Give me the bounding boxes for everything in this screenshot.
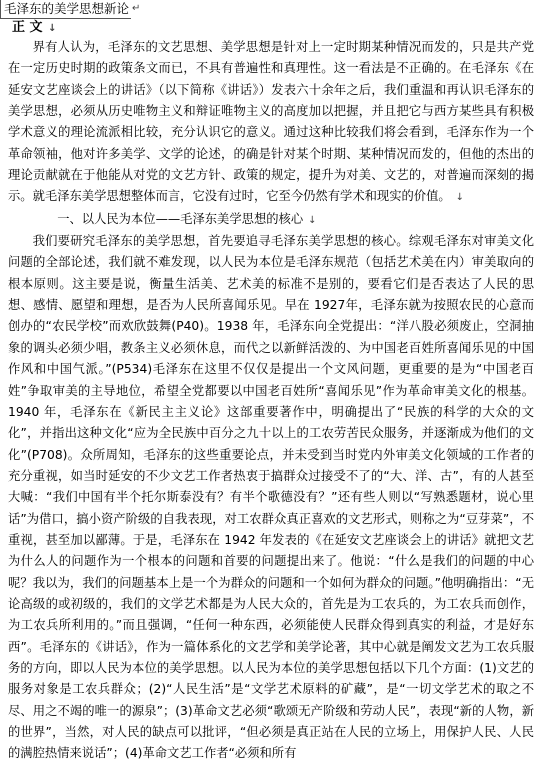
paragraph-text: 我们要研究毛泽东的美学思想，首先要追寻毛泽东美学思想的核心。综观毛泽东对审美文化问题的全部论述，我们就不难发现，以人民为本位是毛泽东规范（包括艺术美在内）审美取向的根本原则。这主要是说，衡量生活美、艺术美的标准不是别的，要看它们是否表达了人民的思想、感情、愿望和理想，是否为人民所喜闻乐见。早在 1927年，毛泽东就为按照农民的心意而创办的“农民学校”而欢欣鼓舞(P40)。1938 年，毛泽东向全党提出：“洋八股必须废止，空洞抽象的调头必须少唱，教条主义必须休息，而代之以新鲜活泼的、为中国老百姓所喜闻乐见的中国作风和中国气派。”(P534)毛泽东在这里不仅仅是提出一个文风问题，更重要的是为“中国老百姓”争取审美的主导地位，希望全党都要以中国老百姓所“喜闻乐见”作为革命审美文化的根基。1940 年，毛泽东在《新民主主义论》这部重要著作中，明确提出了“民族的科学的大众的文化”，并指出这种文化“应为全民族中百分之九十以上的工农劳苦民众服务，并逐渐成为他们的文化”(P708)。众所周知，毛泽东的这些重要论点，并未受到当时党内外审美文化领域的工作者的充分重视，如当时延安的不少文艺工作者热衷于搞群众过接受不了的“大、洋、古”，有的人甚至大喊：“我们中国有半个托尔斯泰没有？有半个歌德没有？”还有些人则以“写熟悉题材，说心里话”为借口，搞小资产阶级的自我表现，对工农群众真正喜欢的文艺形式，则称之为“豆芽菜”，不重视，甚至加以鄙薄。于是，毛泽东在 1942 年发表的《在延安文艺座谈会上的讲话》就把文艺为什么人的问题作为一个根本的问题和首要的问题提出来了。他说：“什么是我们的问题的中心呢？我以为，我们的问题基本上是一个为群众的问题和一个如何为群众的问题。”他明确指出：“无论高级的或初级的，我们的文学艺术都是为人民大众的，首先是为工农兵的，为工农兵而创作，为工农兵所利用的。”而且强调，“任何一种东西，必须能使人民群众得到真实的利益，才是好东西”。毛泽东的《讲话》，作为一篇体系化的文艺学和美学论著，其中心就是阐发文艺为工农兵服务的方向，即以人民为本位的美学思想。以人民为本位的美学思想包括以下几个方面：(1)文艺的服务对象是工农兵群众；(2)“人民生活”是“文学艺术原料的矿藏”，是“一切文学艺术的取之不尽、用之不竭的唯一的源泉”；(3)革命文艺必须“歌颂无产阶级和劳动人民”，表现“新的人物，新的世界”，当然，对人民的缺点可以批评，“但必须是真正站在人民的立场上，用保护人民、人民的满腔热情来说话”；(4)革命文艺工作者“必须和所有	[8, 234, 534, 761]
line-break-mark-icon: ↓	[48, 23, 57, 34]
paragraph-mark-icon: ↵	[132, 3, 141, 14]
section-title-text: 一、以人民为本位——毛泽东美学思想的核心	[57, 211, 304, 226]
line-break-mark-icon: ↓	[308, 214, 317, 226]
paragraph-main	[8, 231, 534, 765]
title-line	[0, 0, 140, 18]
document-title: 毛泽东的美学思想新论	[0, 0, 131, 19]
section-heading	[12, 19, 56, 38]
section-title-1	[8, 209, 534, 231]
paragraph-intro	[8, 37, 534, 209]
line-break-mark-icon: ↓	[455, 192, 465, 204]
heading-text: 正 文	[12, 20, 43, 35]
body-text	[8, 37, 534, 765]
paragraph-text: 界有人认为，毛泽东的文艺思想、美学思想是针对上一定时期某种情况而发的，只是共产党在一定历史时期的政策条文而已，不具有普遍性和真理性。这一看法是不正确的。在毛泽东《在延安文艺座谈会上的讲话》（以下简称《讲话》）发表六十余年之后，我们重温和再认识毛泽东的美学思想，必须从历史唯物主义和辩证唯物主义的高度加以把握，并且把它与西方某些具有积极学术意义的理论流派相比较，充分认识它的意义。通过这种比较我们将会看到，毛泽东作为一个革命领袖，他对许多美学、文学的论述，的确是针对某个时期、某种情况而发的，但他的杰出的理论贡献就在于他能从对党的文艺方针、政策的规定，提升为对美、文艺的，对普遍而深刻的揭示。就毛泽东美学思想整体而言，它没有过时，它至今仍然有学术和现实的价值。	[8, 40, 534, 204]
